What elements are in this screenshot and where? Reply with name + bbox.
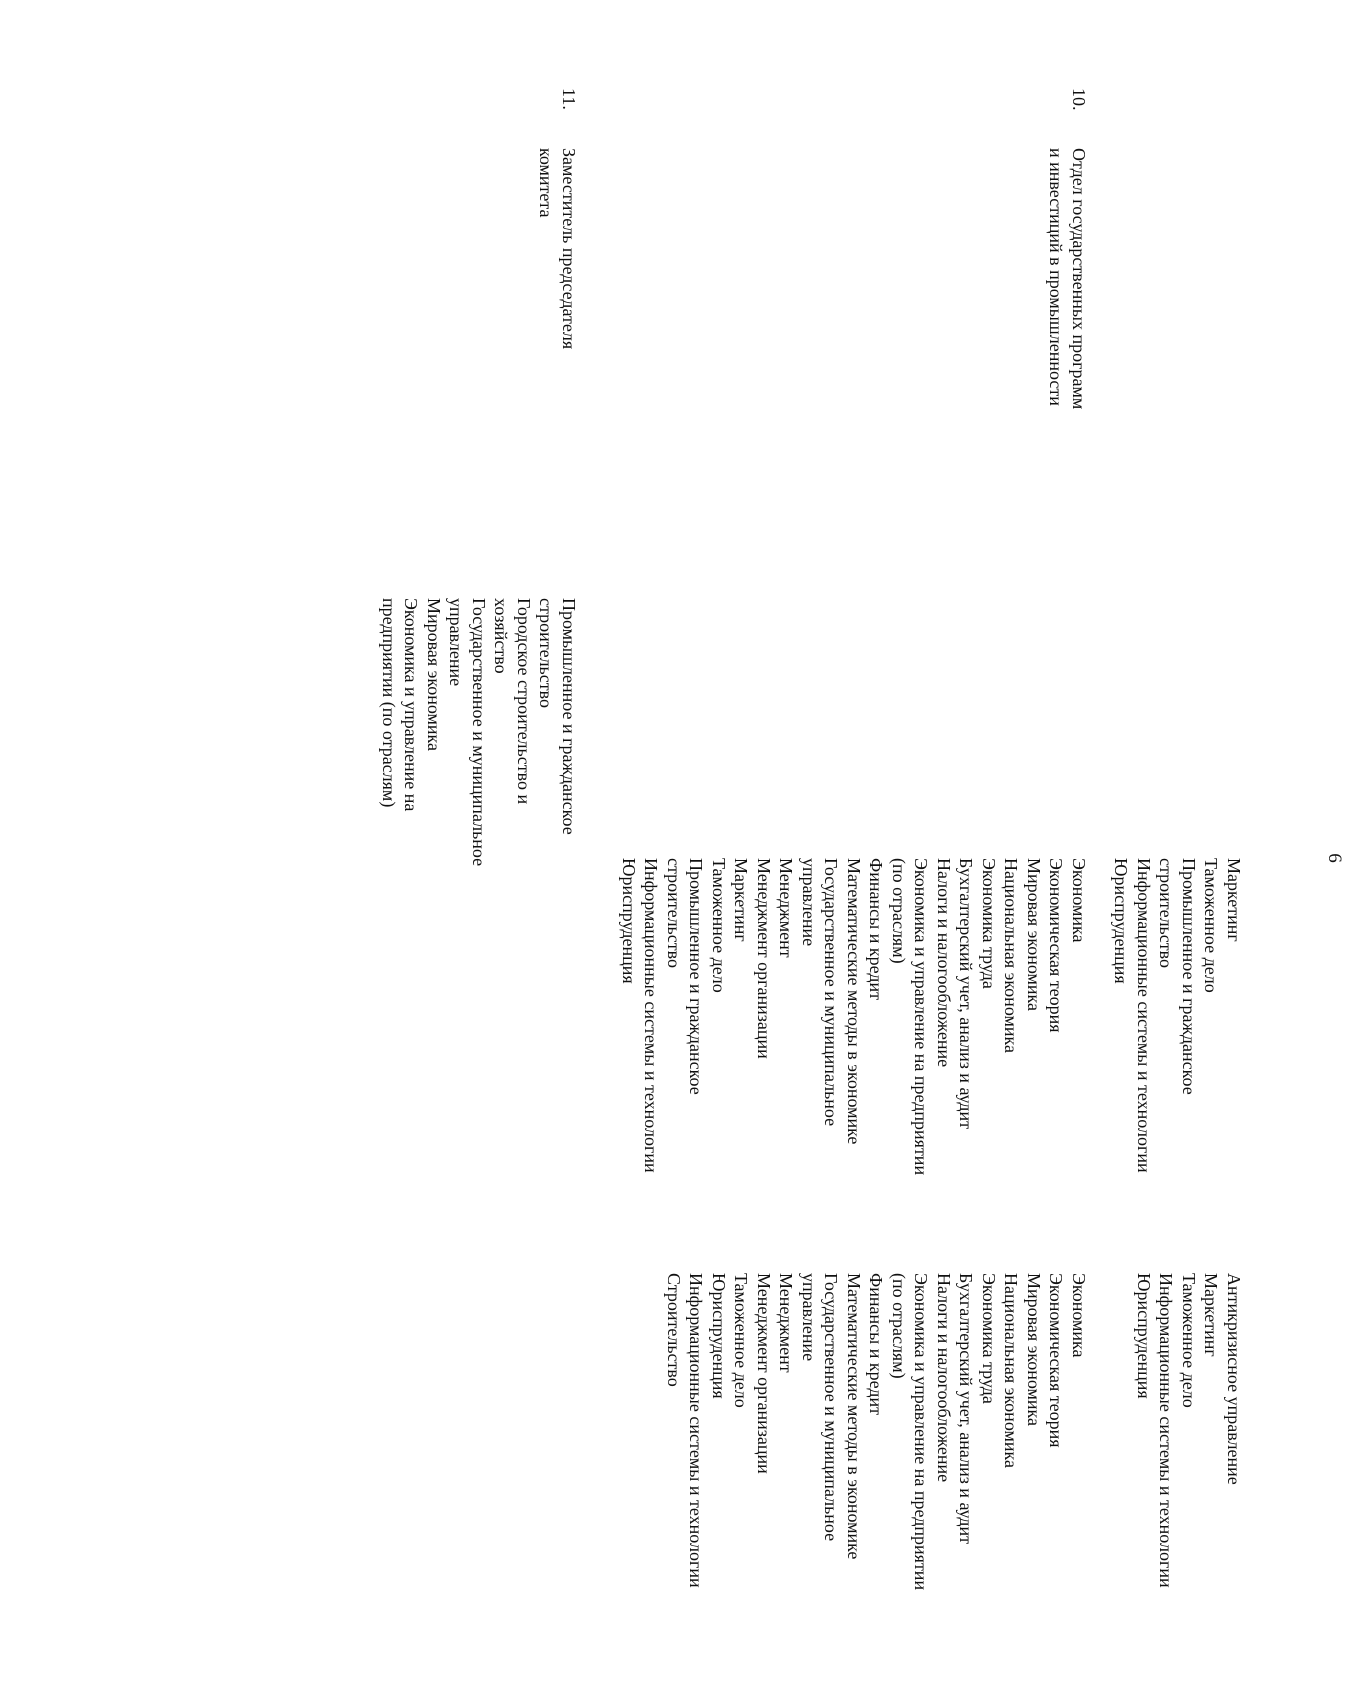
text-line: Промышленное и гражданское	[686, 858, 707, 1095]
text-line: Информационные системы и технологии	[1156, 1273, 1177, 1588]
rotated-sheet	[365, 78, 1345, 1638]
text-line: Таможенное дело	[709, 858, 729, 993]
text-line: Бухгалтерский учет, анализ и аудит	[956, 858, 977, 1130]
text-line: Отдел государственных программ	[1069, 148, 1089, 410]
text-line: Финансы и кредит	[866, 1273, 887, 1415]
text-line: Национальная экономика	[1001, 858, 1022, 1053]
text-line: управление	[799, 1273, 819, 1362]
text-line: Промышленное и гражданское	[1179, 858, 1199, 1095]
text-line: Государственное и муниципальное	[821, 858, 842, 1127]
text-line: Финансы и кредит	[866, 858, 887, 1000]
related-specialties-column	[663, 1273, 1091, 1633]
text-line: (по отраслям)	[889, 858, 909, 964]
text-line: Экономика и управление на предприятии	[911, 858, 932, 1176]
text-line: Городское строительство и	[514, 598, 534, 805]
text-line: Экономика	[1069, 858, 1089, 943]
required-specialties-column	[618, 858, 1091, 1198]
text-line: Экономика и управление на	[401, 598, 422, 812]
position-title	[1045, 148, 1090, 408]
text-line: хозяйство	[491, 598, 512, 674]
text-line: Юриспруденция	[619, 858, 639, 984]
text-line: Государственное и муниципальное	[821, 1273, 842, 1542]
text-line: Юриспруденция	[1134, 1273, 1154, 1399]
page-number: 6	[1324, 853, 1345, 863]
text-line: Информационные системы и технологии	[641, 858, 662, 1173]
text-line: Строительство	[664, 1273, 684, 1387]
text-line: Экономика	[1069, 1273, 1089, 1358]
text-line: Мировая экономика	[1024, 1273, 1044, 1426]
text-line: Промышленное и гражданское	[559, 598, 579, 835]
text-line: Налоги и налогообложение	[934, 1273, 954, 1483]
text-line: Экономическая теория	[1046, 1273, 1067, 1448]
text-line: Мировая экономика	[1024, 858, 1044, 1011]
text-line: Маркетинг	[1201, 1273, 1222, 1357]
text-line: Бухгалтерский учет, анализ и аудит	[956, 1273, 977, 1545]
text-line: Маркетинг	[1224, 858, 1244, 942]
text-line: Менеджмент организации	[754, 1273, 774, 1474]
text-line: Математические методы в экономике	[844, 858, 864, 1145]
row-number: 11.	[559, 88, 579, 110]
text-line: (по отраслям)	[889, 1273, 909, 1379]
text-line: Таможенное дело	[1201, 858, 1222, 993]
text-line: Экономика труда	[979, 1273, 999, 1404]
text-line: Информационные системы и технологии	[1134, 858, 1154, 1173]
text-line: Национальная экономика	[1001, 1273, 1022, 1468]
text-line: Менеджмент организации	[754, 858, 774, 1059]
text-line: Таможенное дело	[731, 1273, 752, 1408]
text-line: строительство	[536, 598, 557, 708]
row-number: 10.	[1069, 88, 1089, 111]
text-line: Таможенное дело	[1179, 1273, 1199, 1408]
text-line: строительство	[1156, 858, 1177, 968]
text-line: Математические методы в экономике	[844, 1273, 864, 1560]
text-line: Менеджмент	[776, 858, 797, 958]
text-line: строительство	[664, 858, 684, 968]
text-line: управление	[799, 858, 819, 947]
position-title	[535, 148, 580, 408]
text-line: Мировая экономика	[424, 598, 444, 751]
text-line: Юриспруденция	[709, 1273, 729, 1399]
text-line: Заместитель председателя	[559, 148, 579, 350]
specialties-column	[378, 598, 581, 908]
text-line: комитета	[536, 148, 557, 218]
text-line: Экономика и управление на предприятии	[911, 1273, 932, 1591]
text-line: Менеджмент	[776, 1273, 797, 1373]
text-line: Экономика труда	[979, 858, 999, 989]
text-line: Налоги и налогообложение	[934, 858, 954, 1068]
text-line: предприятии (по отраслям)	[379, 598, 399, 808]
text-line: Информационные системы и технологии	[686, 1273, 707, 1588]
text-line: Экономическая теория	[1046, 858, 1067, 1033]
required-specialties-column	[1110, 858, 1245, 1198]
text-line: и инвестиций в промышленности	[1046, 148, 1067, 406]
text-line: Юриспруденция	[1111, 858, 1132, 984]
text-line: управление	[446, 598, 467, 687]
related-specialties-column	[1133, 1273, 1246, 1633]
text-line: Государственное и муниципальное	[469, 598, 489, 867]
text-line: Антикризисное управление	[1224, 1273, 1244, 1485]
text-line: Маркетинг	[731, 858, 752, 942]
